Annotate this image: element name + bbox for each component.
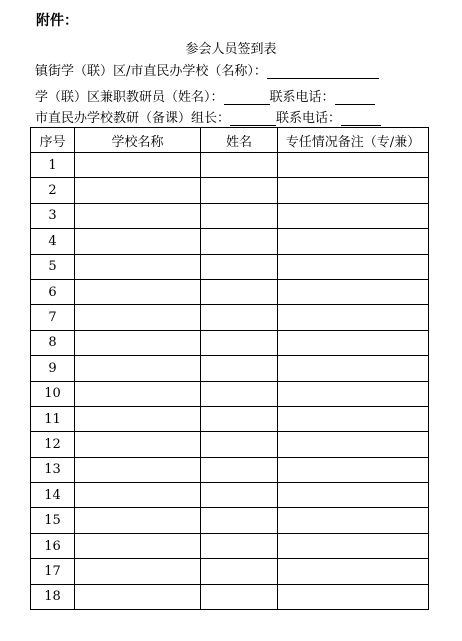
- row-number-cell: 16: [31, 533, 75, 558]
- school-name-cell[interactable]: [75, 203, 201, 228]
- school-name-cell[interactable]: [75, 229, 201, 254]
- duty-remarks-cell[interactable]: [278, 559, 429, 584]
- school-name-cell[interactable]: [75, 406, 201, 431]
- duty-remarks-cell[interactable]: [278, 457, 429, 482]
- person-name-cell[interactable]: [201, 483, 278, 508]
- school-name-cell[interactable]: [75, 432, 201, 457]
- person-name-cell[interactable]: [201, 356, 278, 381]
- info-line-leader: [35, 108, 381, 126]
- row-number-cell: 8: [31, 330, 75, 355]
- leader-phone-blank[interactable]: [341, 111, 381, 126]
- duty-remarks-cell[interactable]: [278, 483, 429, 508]
- table-row: [31, 153, 429, 178]
- table-row: [31, 178, 429, 203]
- person-name-cell[interactable]: [201, 406, 278, 431]
- duty-remarks-cell[interactable]: [278, 533, 429, 558]
- researcher-phone-blank[interactable]: [335, 90, 375, 105]
- page-title: 参会人员签到表: [185, 42, 277, 57]
- row-number-cell: 9: [31, 356, 75, 381]
- row-number-cell: 1: [31, 153, 75, 178]
- person-name-cell[interactable]: [201, 279, 278, 304]
- sign-in-table: [30, 127, 429, 610]
- school-name-cell[interactable]: [75, 178, 201, 203]
- person-name-cell[interactable]: [201, 508, 278, 533]
- person-name-cell[interactable]: [201, 584, 278, 609]
- table-row: [31, 406, 429, 431]
- table-row: [31, 559, 429, 584]
- table-row: [31, 381, 429, 406]
- row-number-cell: 12: [31, 432, 75, 457]
- school-name-cell[interactable]: [75, 330, 201, 355]
- header-school-name: 学校名称: [75, 128, 201, 153]
- table-row: [31, 330, 429, 355]
- school-name-cell[interactable]: [75, 254, 201, 279]
- duty-remarks-cell[interactable]: [278, 508, 429, 533]
- school-name-cell[interactable]: [75, 533, 201, 558]
- row-number-cell: 17: [31, 559, 75, 584]
- school-name-cell[interactable]: [75, 305, 201, 330]
- person-name-cell[interactable]: [201, 432, 278, 457]
- table-row: [31, 229, 429, 254]
- table-body: [31, 153, 429, 610]
- researcher-name-label: 学（联）区兼职教研员（姓名）：: [35, 90, 224, 105]
- school-name-label: 镇街学（联）区/市直民办学校（名称）：: [35, 64, 267, 79]
- table-row: [31, 305, 429, 330]
- school-name-cell[interactable]: [75, 508, 201, 533]
- duty-remarks-cell[interactable]: [278, 381, 429, 406]
- row-number-cell: 18: [31, 584, 75, 609]
- person-name-cell[interactable]: [201, 305, 278, 330]
- table-row: [31, 584, 429, 609]
- row-number-cell: 15: [31, 508, 75, 533]
- person-name-cell[interactable]: [201, 381, 278, 406]
- person-name-cell[interactable]: [201, 533, 278, 558]
- leader-name-label: 市直民办学校教研（备课）组长：: [35, 111, 231, 126]
- person-name-cell[interactable]: [201, 203, 278, 228]
- row-number-cell: 2: [31, 178, 75, 203]
- person-name-cell[interactable]: [201, 229, 278, 254]
- person-name-cell[interactable]: [201, 178, 278, 203]
- table-row: [31, 457, 429, 482]
- duty-remarks-cell[interactable]: [278, 584, 429, 609]
- person-name-cell[interactable]: [201, 457, 278, 482]
- header-serial-number: 序号: [31, 128, 75, 153]
- table-row: [31, 483, 429, 508]
- school-name-cell[interactable]: [75, 559, 201, 584]
- duty-remarks-cell[interactable]: [278, 330, 429, 355]
- researcher-phone-label: 联系电话：: [269, 90, 335, 105]
- table-header-row: [31, 128, 429, 153]
- header-person-name: 姓名: [201, 128, 278, 153]
- duty-remarks-cell[interactable]: [278, 178, 429, 203]
- row-number-cell: 7: [31, 305, 75, 330]
- duty-remarks-cell[interactable]: [278, 254, 429, 279]
- row-number-cell: 4: [31, 229, 75, 254]
- row-number-cell: 5: [31, 254, 75, 279]
- table-row: [31, 356, 429, 381]
- duty-remarks-cell[interactable]: [278, 229, 429, 254]
- school-name-blank[interactable]: [267, 64, 379, 79]
- row-number-cell: 14: [31, 483, 75, 508]
- row-number-cell: 10: [31, 381, 75, 406]
- table-row: [31, 279, 429, 304]
- duty-remarks-cell[interactable]: [278, 153, 429, 178]
- info-line-researcher: [35, 87, 375, 105]
- duty-remarks-cell[interactable]: [278, 305, 429, 330]
- researcher-name-blank[interactable]: [224, 90, 270, 105]
- person-name-cell[interactable]: [201, 559, 278, 584]
- row-number-cell: 13: [31, 457, 75, 482]
- school-name-cell[interactable]: [75, 483, 201, 508]
- row-number-cell: 11: [31, 406, 75, 431]
- school-name-cell[interactable]: [75, 153, 201, 178]
- row-number-cell: 3: [31, 203, 75, 228]
- duty-remarks-cell[interactable]: [278, 279, 429, 304]
- table-row: [31, 432, 429, 457]
- person-name-cell[interactable]: [201, 153, 278, 178]
- school-name-cell[interactable]: [75, 457, 201, 482]
- leader-phone-label: 联系电话：: [276, 111, 342, 126]
- attachment-label: 附件：: [36, 13, 78, 29]
- row-number-cell: 6: [31, 279, 75, 304]
- table-row: [31, 203, 429, 228]
- duty-remarks-cell[interactable]: [278, 406, 429, 431]
- person-name-cell[interactable]: [201, 254, 278, 279]
- school-name-cell[interactable]: [75, 584, 201, 609]
- duty-remarks-cell[interactable]: [278, 356, 429, 381]
- school-name-cell[interactable]: [75, 381, 201, 406]
- leader-name-blank[interactable]: [230, 111, 276, 126]
- school-name-cell[interactable]: [75, 279, 201, 304]
- table-row: [31, 508, 429, 533]
- duty-remarks-cell[interactable]: [278, 203, 429, 228]
- table-row: [31, 533, 429, 558]
- info-line-school: [35, 61, 379, 79]
- school-name-cell[interactable]: [75, 356, 201, 381]
- person-name-cell[interactable]: [201, 330, 278, 355]
- table-row: [31, 254, 429, 279]
- duty-remarks-cell[interactable]: [278, 432, 429, 457]
- header-duty-remarks: 专任情况备注（专/兼）: [278, 128, 429, 153]
